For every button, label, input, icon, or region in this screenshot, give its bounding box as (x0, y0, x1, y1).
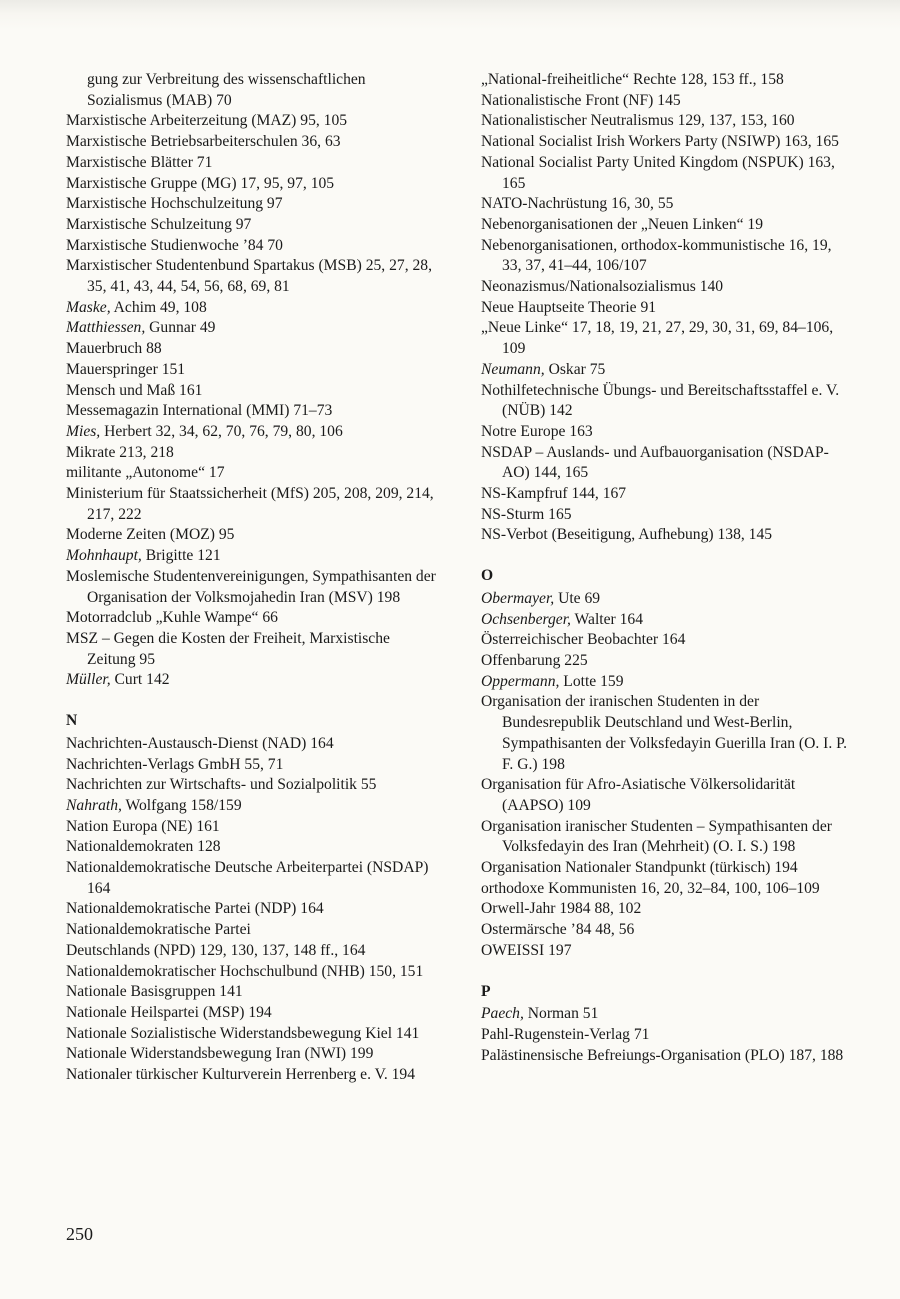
index-entry-text: „Neue Linke“ 17, 18, 19, 21, 27, 29, 30, 31, 69, 84–106, 109 (481, 319, 834, 358)
index-entry (481, 298, 851, 319)
index-entry-text: NATO-Nachrüstung 16, 30, 55 (481, 195, 674, 213)
index-entry-person-name: Nahrath, (66, 796, 122, 814)
index-entry (481, 899, 851, 920)
index-entry-text: Moslemische Studentenvereinigungen, Sympathisanten der Organisation der Volksmojahedin Iran (MSV) 198 (66, 567, 436, 606)
index-entry (66, 236, 436, 257)
index-entry-text: Norman 51 (523, 1005, 599, 1023)
index-entry (66, 546, 436, 567)
index-entry-text: Nachrichten-Verlags GmbH 55, 71 (66, 755, 284, 773)
index-entry (481, 672, 851, 693)
index-entry-text: Herbert 32, 34, 62, 70, 76, 79, 80, 106 (100, 422, 343, 440)
index-entry (66, 484, 436, 525)
index-entry (481, 692, 851, 775)
index-entry-person-name: Matthiessen, (66, 319, 146, 337)
index-entry-text: MSZ – Gegen die Kosten der Freiheit, Marxistische Zeitung 95 (66, 629, 390, 668)
index-entry (481, 132, 851, 153)
index-entry (481, 443, 851, 484)
index-entry (66, 837, 436, 858)
index-entry-text: Achim 49, 108 (110, 298, 207, 316)
index-entry (66, 796, 436, 817)
index-entry-person-name: Mohnhaupt, (66, 547, 142, 565)
index-entry-text: NS-Kampfruf 144, 167 (481, 485, 627, 503)
index-entry (66, 755, 436, 776)
index-entry-text: Motorradclub „Kuhle Wampe“ 66 (66, 609, 278, 627)
index-entry-text: Marxistische Schulzeitung 97 (66, 215, 252, 233)
index-entry-text: Nationaldemokratische Deutsche Arbeiterpartei (NSDAP) 164 (66, 859, 429, 897)
index-entry (481, 1025, 851, 1046)
index-entry (481, 484, 851, 505)
index-entry (66, 339, 436, 360)
index-letter-heading: P (481, 982, 491, 1000)
index-entry (66, 298, 436, 319)
index-entry (481, 505, 851, 526)
index-entry-text: Deutschlands (NPD) 129, 130, 137, 148 ff., 164 (66, 941, 366, 959)
index-entry-text: Marxistische Hochschulzeitung 97 (66, 195, 283, 213)
index-letter-heading: N (66, 712, 78, 730)
index-entry-text: Ostermärsche ’84 48, 56 (481, 921, 635, 939)
index-entry (481, 236, 851, 277)
index-entry (481, 91, 851, 112)
index-entry-text: Ute 69 (554, 589, 601, 607)
index-entry (66, 381, 436, 402)
index-entry-text: Brigitte 121 (141, 547, 221, 565)
index-entry-text: militante „Autonome“ 17 (66, 464, 225, 482)
index-entry (481, 194, 851, 215)
index-entry (66, 443, 436, 464)
index-entry-text: Marxistische Arbeiterzeitung (MAZ) 95, 105 (66, 112, 348, 130)
index-entry (66, 608, 436, 629)
index-entry-text: Organisation der iranischen Studenten in der Bundesrepublik Deutschland und West-Berlin, Sympathisanten der Volksfedayin Guerilla Iran (O. I. P. F. G.) 198 (481, 693, 848, 773)
index-entry-text: „National-freiheitliche“ Rechte 128, 153 ff., 158 (481, 71, 784, 88)
index-entry-person-name: Neumann, (481, 360, 545, 378)
index-entry (481, 858, 851, 879)
index-entry (66, 194, 436, 215)
index-entry-text: Walter 164 (570, 610, 644, 628)
index-entry (66, 941, 436, 962)
index-entry-text: Offenbarung 225 (481, 651, 588, 669)
index-entry-text: Nebenorganisationen der „Neuen Linken“ 19 (481, 215, 764, 233)
index-entry-text: orthodoxe Kommunisten 16, 20, 32–84, 100, 106–109 (481, 879, 820, 897)
index-entry (481, 525, 851, 546)
index-entry-text: Nachrichten zur Wirtschafts- und Sozialpolitik 55 (66, 776, 377, 794)
index-entry (66, 920, 436, 941)
index-entry-text: Organisation iranischer Studenten – Sympathisanten der Volksfedayin des Iran (Mehrheit) (O. I. S.) 198 (481, 817, 832, 856)
index-entry-text: Moderne Zeiten (MOZ) 95 (66, 526, 235, 544)
index-entry (66, 153, 436, 174)
index-entry-text: National Socialist Irish Workers Party (NSIWP) 163, 165 (481, 133, 839, 151)
index-entry (66, 734, 436, 755)
index-entry-person-name: Obermayer, (481, 589, 555, 607)
index-entry (66, 670, 436, 691)
index-entry-text: Nothilfetechnische Übungs- und Bereitschaftsstaffel e. V. (NÜB) 142 (481, 381, 840, 420)
index-entry-text: Curt 142 (110, 671, 170, 689)
page-number: 250 (66, 1224, 93, 1244)
index-entry-text: Nationale Heilspartei (MSP) 194 (66, 1003, 272, 1021)
index-entry-text: Nachrichten-Austausch-Dienst (NAD) 164 (66, 734, 334, 752)
index-entry (481, 1046, 851, 1067)
index-entry-text: Mauerspringer 151 (66, 360, 186, 378)
index-entry-text: NS-Verbot (Beseitigung, Aufhebung) 138, 145 (481, 526, 773, 544)
index-entry-text: gung zur Verbreitung des wissenschaftlichen Sozialismus (MAB) 70 (87, 71, 366, 109)
index-entry-text: Gunnar 49 (145, 319, 216, 337)
index-entry-text: Nationale Sozialistische Widerstandsbewegung Kiel 141 (66, 1024, 420, 1042)
index-entry (66, 132, 436, 153)
index-entry-text: Nation Europa (NE) 161 (66, 817, 220, 835)
index-entry-text: Österreichischer Beobachter 164 (481, 631, 686, 649)
index-entry (66, 817, 436, 838)
index-entry-text: Messemagazin International (MMI) 71–73 (66, 402, 333, 420)
index-entry-text: Marxistische Blätter 71 (66, 153, 213, 171)
index-entry-text: Nationalistischer Neutralismus 129, 137, 153, 160 (481, 112, 795, 130)
index-entry-text: Neonazismus/Nationalsozialismus 140 (481, 278, 724, 296)
index-entry-text: Ministerium für Staatssicherheit (MfS) 205, 208, 209, 214, 217, 222 (66, 485, 434, 523)
index-entry (66, 899, 436, 920)
index-column-right (481, 70, 851, 1066)
index-entry (66, 1044, 436, 1065)
index-entry (66, 1065, 436, 1086)
index-entry-text: Wolfgang 158/159 (121, 796, 242, 814)
index-entry-person-name: Ochsenberger, (481, 610, 571, 628)
index-entry (481, 381, 851, 422)
index-entry (481, 941, 851, 962)
index-entry-text: Organisation für Afro-Asiatische Völkersolidarität (AAPSO) 109 (481, 776, 796, 814)
index-entry-person-name: Paech, (481, 1005, 524, 1023)
index-entry (481, 610, 851, 631)
index-entry-person-name: Maske, (66, 298, 111, 316)
index-entry-text: Pahl-Rugenstein-Verlag 71 (481, 1025, 650, 1043)
index-entry-text: Nationalistische Front (NF) 145 (481, 91, 681, 109)
index-entry (66, 1024, 436, 1045)
index-entry (66, 401, 436, 422)
index-entry-text: Nationaldemokraten 128 (66, 838, 221, 856)
index-entry (481, 879, 851, 900)
index-entry-text: Marxistische Gruppe (MG) 17, 95, 97, 105 (66, 174, 335, 192)
index-entry (481, 318, 851, 359)
index-entry (66, 463, 436, 484)
index-entry-text: Orwell-Jahr 1984 88, 102 (481, 900, 642, 918)
index-entry-text: OWEISSI 197 (481, 941, 572, 959)
index-entry-text: Nationale Basisgruppen 141 (66, 983, 243, 1001)
index-column-left (66, 70, 436, 1086)
index-entry-text: Oskar 75 (544, 360, 606, 378)
index-entry (481, 111, 851, 132)
index-entry (66, 360, 436, 381)
index-entry (66, 858, 436, 899)
index-entry-text: Palästinensische Befreiungs-Organisation (PLO) 187, 188 (481, 1046, 844, 1064)
index-entry-text: Nationaler türkischer Kulturverein Herrenberg e. V. 194 (66, 1066, 416, 1084)
index-entry (481, 589, 851, 610)
index-entry (481, 651, 851, 672)
index-entry (66, 962, 436, 983)
index-entry-text: Nationaldemokratische Partei (66, 921, 251, 939)
index-entry (66, 567, 436, 608)
index-entry-text: Nationaldemokratische Partei (NDP) 164 (66, 900, 324, 918)
index-entry (66, 629, 436, 670)
index-entry (66, 422, 436, 443)
index-letter-heading: O (481, 567, 494, 585)
index-entry-text: Nationale Widerstandsbewegung Iran (NWI) 199 (66, 1045, 374, 1063)
index-entry (66, 111, 436, 132)
index-entry (481, 630, 851, 651)
index-entry (66, 70, 436, 111)
index-entry-text: Mauerbruch 88 (66, 340, 162, 358)
index-entry (481, 70, 851, 91)
index-entry (66, 318, 436, 339)
index-entry (481, 360, 851, 381)
index-entry (66, 775, 436, 796)
index-entry-text: National Socialist Party United Kingdom (NSPUK) 163, 165 (481, 153, 835, 192)
index-entry (481, 775, 851, 816)
index-entry-text: Marxistischer Studentenbund Spartakus (MSB) 25, 27, 28, 35, 41, 43, 44, 54, 56, 68, 69, 81 (66, 257, 432, 296)
index-entry-text: Nationaldemokratischer Hochschulbund (NHB) 150, 151 (66, 962, 424, 980)
index-entry (481, 277, 851, 298)
index-entry (481, 817, 851, 858)
index-entry (481, 422, 851, 443)
index-entry (481, 1004, 851, 1025)
index-entry-text: NS-Sturm 165 (481, 505, 572, 523)
index-entry (66, 215, 436, 236)
index-entry (66, 525, 436, 546)
index-entry-person-name: Mies, (66, 422, 101, 440)
index-entry (481, 153, 851, 194)
index-entry-text: Notre Europe 163 (481, 422, 593, 440)
index-entry-person-name: Müller, (66, 671, 111, 689)
index-entry (66, 174, 436, 195)
index-entry-text: Marxistische Studienwoche ’84 70 (66, 236, 283, 254)
index-entry (481, 920, 851, 941)
index-entry (66, 1003, 436, 1024)
index-entry-text: Marxistische Betriebsarbeiterschulen 36, 63 (66, 133, 341, 151)
index-entry-text: Nebenorganisationen, orthodox-kommunistische 16, 19, 33, 37, 41–44, 106/107 (481, 236, 832, 275)
index-entry (66, 256, 436, 297)
index-entry-person-name: Oppermann, (481, 672, 560, 690)
index-entry-text: Lotte 159 (559, 672, 624, 690)
index-entry-text: NSDAP – Auslands- und Aufbauorganisation (NSDAP-AO) 144, 165 (481, 443, 829, 482)
index-entry-text: Organisation Nationaler Standpunkt (türkisch) 194 (481, 859, 798, 877)
index-entry-text: Mensch und Maß 161 (66, 381, 203, 399)
index-entry-text: Mikrate 213, 218 (66, 443, 174, 461)
index-entry-text: Neue Hauptseite Theorie 91 (481, 298, 657, 316)
index-entry (66, 982, 436, 1003)
index-entry (481, 215, 851, 236)
